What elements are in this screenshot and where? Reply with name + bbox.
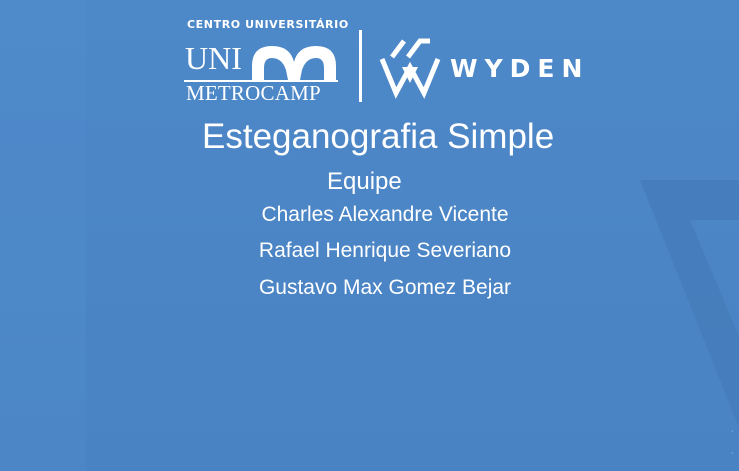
team-member: Rafael Henrique Severiano: [258, 239, 512, 262]
wyden-logo-icon: [378, 37, 442, 99]
background-panel: [0, 0, 86, 471]
unimetrocamp-metrocamp-text: METROCAMP: [186, 81, 321, 105]
corner-decoration: · ·: [731, 427, 734, 458]
logo-header: [180, 18, 600, 108]
slide-title: Esteganografia Simple: [202, 117, 555, 156]
unimetrocamp-arch-icon: [250, 44, 338, 80]
slide-subtitle: Equipe: [327, 168, 402, 195]
unimetrocamp-caption: CENTRO UNIVERSITÁRIO: [187, 18, 349, 31]
team-member: Charles Alexandre Vicente: [261, 203, 509, 226]
unimetrocamp-uni-text: UNI: [185, 40, 242, 76]
wyden-wordmark: WYDEN: [450, 54, 590, 83]
logo-divider: [359, 30, 362, 102]
team-member: Gustavo Max Gomez Bejar: [258, 276, 512, 299]
